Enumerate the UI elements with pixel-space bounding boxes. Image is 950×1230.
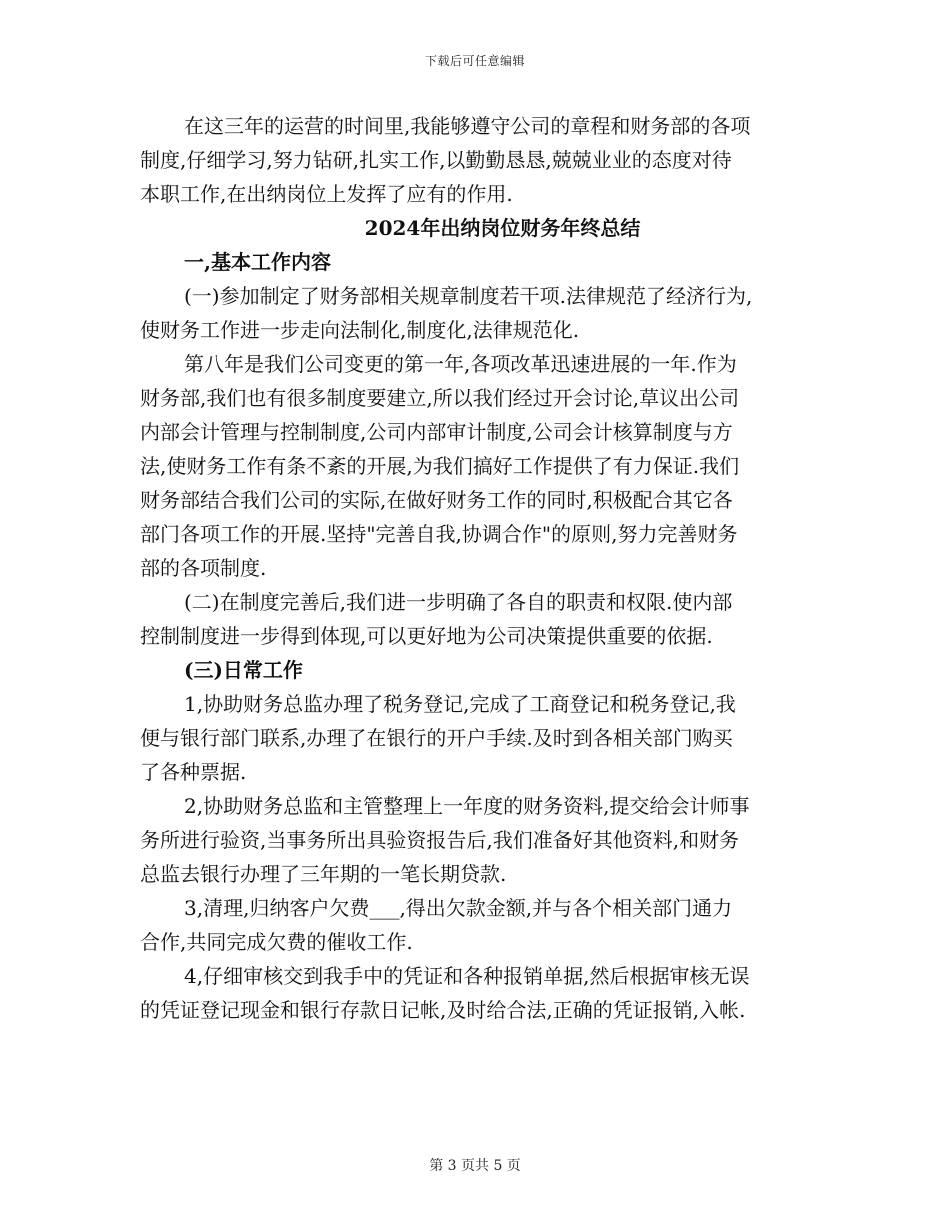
document-body	[140, 110, 825, 1028]
paragraph-line: 内部会计管理与控制制度,公司内部审计制度,公司会计核算制度与方	[140, 420, 733, 444]
paragraph-line: 第八年是我们公司变更的第一年,各项改革迅速进展的一年.作为	[184, 352, 737, 376]
paragraph-line: 财务部,我们也有很多制度要建立,所以我们经过开会讨论,草议出公司	[140, 386, 740, 410]
paragraph-line: 法,使财务工作有条不紊的开展,为我们搞好工作提供了有力保证.我们	[140, 454, 740, 478]
paragraph-line: 3,清理,归纳客户欠费___,得出欠款金额,并与各个相关部门通力	[184, 896, 733, 920]
paragraph-line: 财务部结合我们公司的实际,在做好财务工作的同时,积极配合其它各	[140, 488, 733, 512]
page-header: 下载后可任意编辑	[424, 54, 525, 68]
paragraph-line: (一)参加制定了财务部相关规章制度若干项.法律规范了经济行为,	[184, 284, 753, 308]
paragraph-line: 的凭证登记现金和银行存款日记帐,及时给合法,正确的凭证报销,入帐.	[140, 998, 746, 1022]
page-footer: 第 3 页共 5 页	[429, 1158, 521, 1174]
paragraph-line: 制度,仔细学习,努力钻研,扎实工作,以勤勤恳恳,兢兢业业的态度对待	[140, 148, 732, 172]
paragraph-line: 部的各项制度.	[140, 556, 267, 580]
paragraph-line: 了各种票据.	[140, 760, 247, 784]
paragraph-line: 2,协助财务总监和主管整理上一年度的财务资料,提交给会计师事	[184, 794, 750, 818]
paragraph-line: 在这三年的运营的时间里,我能够遵守公司的章程和财务部的各项	[184, 114, 751, 138]
subsection-heading: (三)日常工作	[184, 658, 303, 682]
paragraph-line: 总监去银行办理了三年期的一笔长期贷款.	[140, 862, 507, 886]
paragraph-line: 务所进行验资,当事务所出具验资报告后,我们准备好其他资料,和财务	[140, 828, 740, 852]
paragraph-line: (二)在制度完善后,我们进一步明确了各自的职责和权限.使内部	[184, 590, 733, 614]
section-heading: 一,基本工作内容	[184, 250, 331, 274]
paragraph-line: 1,协助财务总监办理了税务登记,完成了工商登记和税务登记,我	[184, 692, 736, 716]
paragraph-line: 控制制度进一步得到体现,可以更好地为公司决策提供重要的依据.	[140, 624, 713, 648]
paragraph-line: 便与银行部门联系,办理了在银行的开户手续.及时到各相关部门购买	[140, 726, 733, 750]
paragraph-line: 使财务工作进一步走向法制化,制度化,法律规范化.	[140, 318, 580, 342]
paragraph-line: 本职工作,在出纳岗位上发挥了应有的作用.	[140, 182, 513, 206]
document-title: 2024年出纳岗位财务年终总结	[364, 216, 641, 240]
paragraph-line: 4,仔细审核交到我手中的凭证和各种报销单据,然后根据审核无误	[184, 964, 750, 988]
paragraph-line: 合作,共同完成欠费的催收工作.	[140, 930, 413, 954]
paragraph-line: 部门各项工作的开展.坚持"完善自我,协调合作"的原则,努力完善财务	[140, 522, 738, 546]
